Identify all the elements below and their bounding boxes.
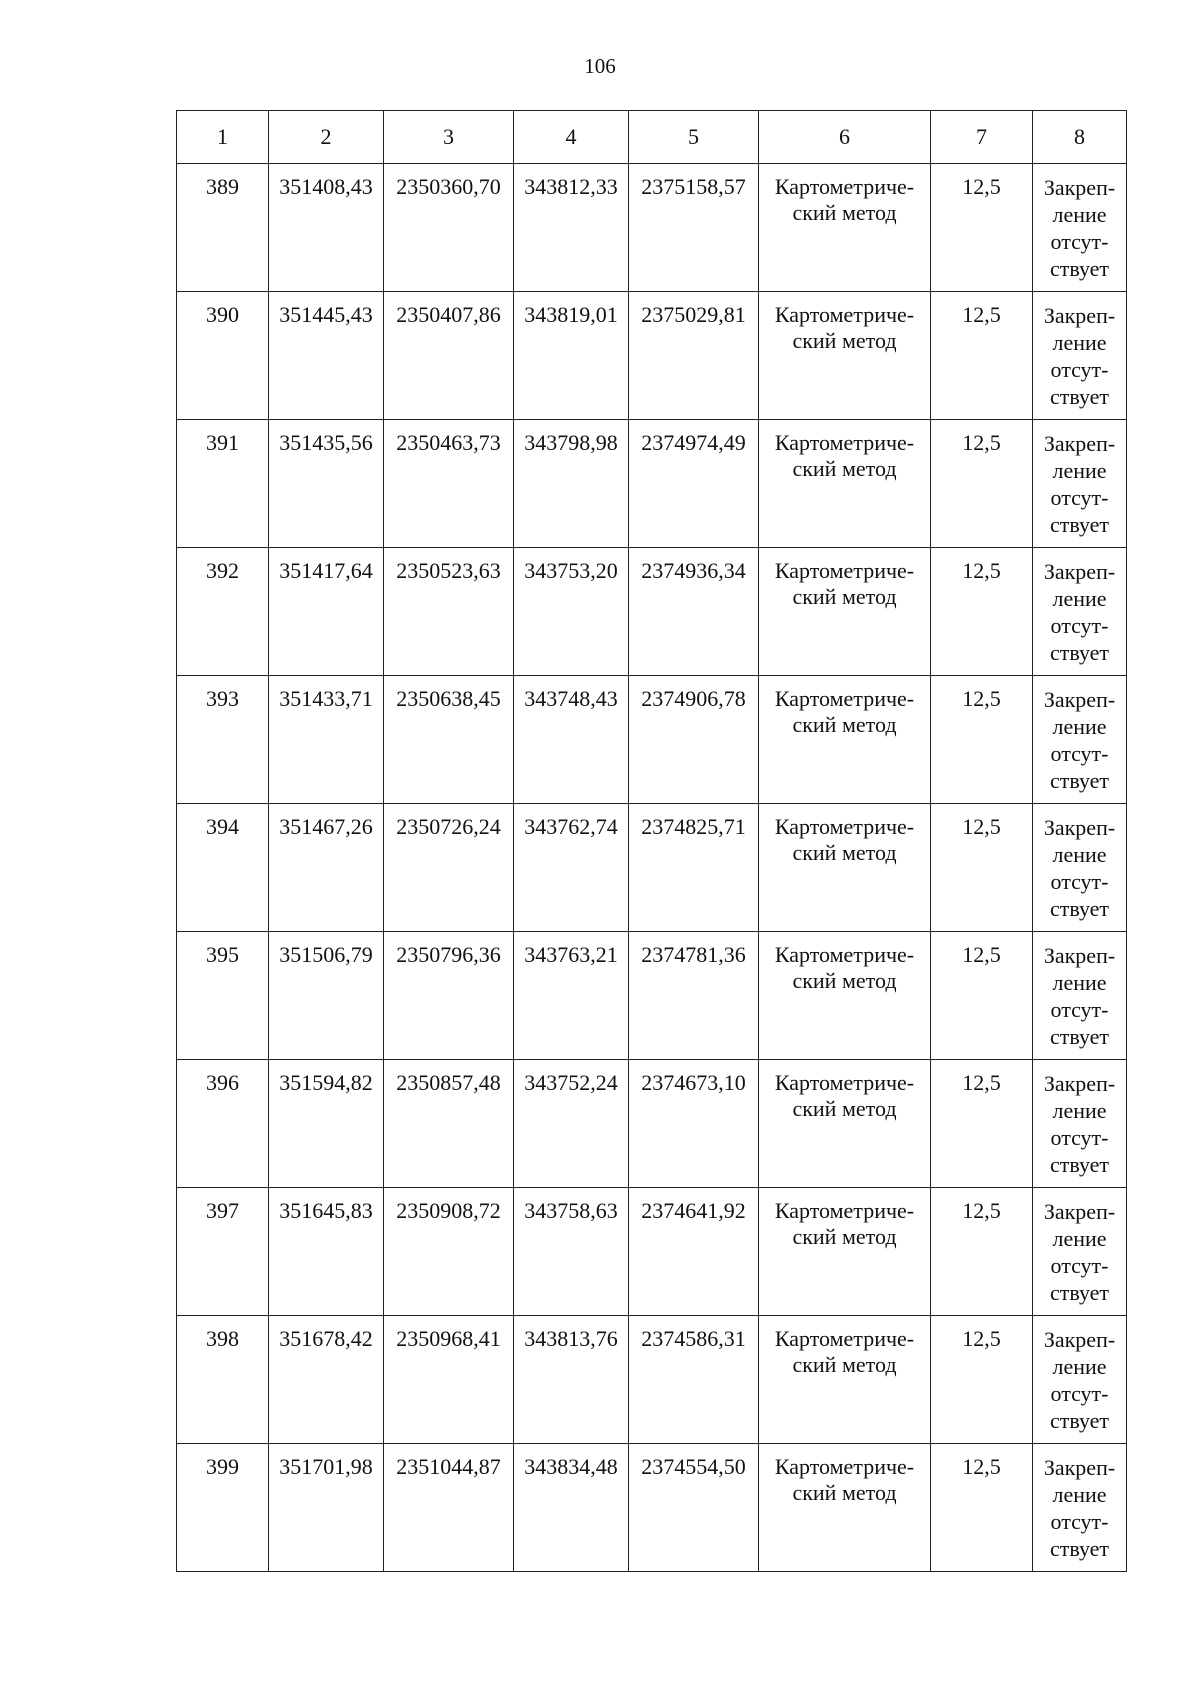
method-cell [759, 804, 931, 932]
x-coordinate-cell [514, 548, 629, 676]
cell-text: 2350638,45 [396, 686, 501, 711]
x-coordinate-cell [514, 1060, 629, 1188]
x-coordinate-cell [269, 1316, 384, 1444]
point-number-cell [177, 420, 269, 548]
coordinates-table [176, 110, 1127, 1572]
cell-text: 2374936,34 [641, 558, 746, 583]
point-number-cell [177, 1060, 269, 1188]
table-row [177, 292, 1127, 420]
header-cell: 8 [1033, 111, 1127, 164]
point-number-cell [177, 676, 269, 804]
cell-text: 2374641,92 [641, 1198, 746, 1223]
cell-text: Картометриче- ский метод [774, 1198, 915, 1249]
cell-text: Закреп- ление отсут- ствует [1043, 1199, 1116, 1305]
cell-text: 351445,43 [279, 302, 373, 327]
cell-text: 2350908,72 [396, 1198, 501, 1223]
header-cell: 1 [177, 111, 269, 164]
method-cell [759, 1444, 931, 1572]
cell-text: 399 [206, 1454, 239, 1479]
cell-text: 12,5 [962, 686, 1001, 711]
cell-text: Картометриче- ский метод [774, 1326, 915, 1377]
accuracy-cell [931, 292, 1033, 420]
cell-text: 12,5 [962, 1454, 1001, 1479]
cell-text: 343758,63 [524, 1198, 618, 1223]
cell-text: 343763,21 [524, 942, 618, 967]
cell-text: 351467,26 [279, 814, 373, 839]
cell-text: 2374781,36 [641, 942, 746, 967]
y-coordinate-cell [384, 1188, 514, 1316]
fixation-cell [1033, 676, 1127, 804]
cell-text: 2350463,73 [396, 430, 501, 455]
cell-text: 2374673,10 [641, 1070, 746, 1095]
accuracy-cell [931, 1188, 1033, 1316]
cell-text: Закреп- ление отсут- ствует [1043, 815, 1116, 921]
accuracy-cell [931, 1060, 1033, 1188]
fixation-cell [1033, 548, 1127, 676]
y-coordinate-cell [629, 676, 759, 804]
table-row [177, 548, 1127, 676]
table-row [177, 1188, 1127, 1316]
cell-text: Закреп- ление отсут- ствует [1043, 1455, 1116, 1561]
table-row [177, 1316, 1127, 1444]
cell-text: Закреп- ление отсут- ствует [1043, 431, 1116, 537]
cell-text: 392 [206, 558, 239, 583]
x-coordinate-cell [514, 676, 629, 804]
x-coordinate-cell [269, 420, 384, 548]
cell-text: 2350726,24 [396, 814, 501, 839]
fixation-cell [1033, 1316, 1127, 1444]
cell-text: 2375158,57 [641, 174, 746, 199]
method-cell [759, 420, 931, 548]
y-coordinate-cell [384, 548, 514, 676]
cell-text: 12,5 [962, 174, 1001, 199]
y-coordinate-cell [629, 292, 759, 420]
y-coordinate-cell [384, 292, 514, 420]
cell-text: 12,5 [962, 302, 1001, 327]
x-coordinate-cell [514, 292, 629, 420]
table-row [177, 420, 1127, 548]
fixation-cell [1033, 932, 1127, 1060]
fixation-cell [1033, 420, 1127, 548]
method-cell [759, 548, 931, 676]
cell-text: Картометриче- ский метод [774, 302, 915, 353]
cell-text: 395 [206, 942, 239, 967]
cell-text: 351433,71 [279, 686, 373, 711]
cell-text: 2350407,86 [396, 302, 501, 327]
cell-text: 12,5 [962, 1198, 1001, 1223]
cell-text: 12,5 [962, 1070, 1001, 1095]
x-coordinate-cell [269, 676, 384, 804]
cell-text: Закреп- ление отсут- ствует [1043, 1071, 1116, 1177]
cell-text: 343813,76 [524, 1326, 618, 1351]
accuracy-cell [931, 932, 1033, 1060]
fixation-cell [1033, 1444, 1127, 1572]
x-coordinate-cell [514, 420, 629, 548]
cell-text: 2350523,63 [396, 558, 501, 583]
cell-text: Картометриче- ский метод [774, 814, 915, 865]
table-header-row [177, 111, 1127, 164]
y-coordinate-cell [629, 420, 759, 548]
point-number-cell [177, 1444, 269, 1572]
cell-text: Закреп- ление отсут- ствует [1043, 559, 1116, 665]
cell-text: Картометриче- ский метод [774, 558, 915, 609]
cell-text: 343753,20 [524, 558, 618, 583]
y-coordinate-cell [629, 1188, 759, 1316]
cell-text: 2350968,41 [396, 1326, 501, 1351]
header-cell: 3 [384, 111, 514, 164]
x-coordinate-cell [269, 292, 384, 420]
method-cell [759, 292, 931, 420]
accuracy-cell [931, 676, 1033, 804]
method-cell [759, 1060, 931, 1188]
accuracy-cell [931, 1316, 1033, 1444]
x-coordinate-cell [514, 804, 629, 932]
y-coordinate-cell [384, 1444, 514, 1572]
method-cell [759, 1316, 931, 1444]
y-coordinate-cell [384, 676, 514, 804]
cell-text: 343812,33 [524, 174, 618, 199]
table-row [177, 1060, 1127, 1188]
point-number-cell [177, 1316, 269, 1444]
accuracy-cell [931, 420, 1033, 548]
point-number-cell [177, 1188, 269, 1316]
y-coordinate-cell [629, 932, 759, 1060]
y-coordinate-cell [629, 1444, 759, 1572]
header-cell: 4 [514, 111, 629, 164]
cell-text: 2350857,48 [396, 1070, 501, 1095]
cell-text: 2350360,70 [396, 174, 501, 199]
x-coordinate-cell [269, 548, 384, 676]
page-number: 106 [584, 54, 616, 78]
accuracy-cell [931, 804, 1033, 932]
x-coordinate-cell [514, 1188, 629, 1316]
header-cell: 2 [269, 111, 384, 164]
cell-text: 351506,79 [279, 942, 373, 967]
cell-text: 390 [206, 302, 239, 327]
x-coordinate-cell [269, 164, 384, 292]
table-row [177, 804, 1127, 932]
cell-text: 343762,74 [524, 814, 618, 839]
x-coordinate-cell [514, 164, 629, 292]
cell-text: Закреп- ление отсут- ствует [1043, 943, 1116, 1049]
cell-text: Закреп- ление отсут- ствует [1043, 1327, 1116, 1433]
cell-text: 2374586,31 [641, 1326, 746, 1351]
point-number-cell [177, 164, 269, 292]
cell-text: 343748,43 [524, 686, 618, 711]
x-coordinate-cell [269, 804, 384, 932]
x-coordinate-cell [514, 1316, 629, 1444]
cell-text: 343752,24 [524, 1070, 618, 1095]
cell-text: 389 [206, 174, 239, 199]
cell-text: 396 [206, 1070, 239, 1095]
point-number-cell [177, 804, 269, 932]
cell-text: 343834,48 [524, 1454, 618, 1479]
cell-text: 351701,98 [279, 1454, 373, 1479]
y-coordinate-cell [629, 804, 759, 932]
cell-text: 2374825,71 [641, 814, 746, 839]
header-cell: 7 [931, 111, 1033, 164]
y-coordinate-cell [629, 548, 759, 676]
table-row [177, 1444, 1127, 1572]
cell-text: 2351044,87 [396, 1454, 501, 1479]
x-coordinate-cell [269, 1060, 384, 1188]
cell-text: 351435,56 [279, 430, 373, 455]
cell-text: Закреп- ление отсут- ствует [1043, 175, 1116, 281]
fixation-cell [1033, 292, 1127, 420]
point-number-cell [177, 292, 269, 420]
y-coordinate-cell [629, 1316, 759, 1444]
y-coordinate-cell [629, 164, 759, 292]
cell-text: Картометриче- ский метод [774, 174, 915, 225]
cell-text: 351594,82 [279, 1070, 373, 1095]
cell-text: 397 [206, 1198, 239, 1223]
method-cell [759, 1188, 931, 1316]
y-coordinate-cell [384, 1060, 514, 1188]
x-coordinate-cell [269, 1444, 384, 1572]
accuracy-cell [931, 164, 1033, 292]
cell-text: 12,5 [962, 1326, 1001, 1351]
point-number-cell [177, 932, 269, 1060]
cell-text: 2374554,50 [641, 1454, 746, 1479]
cell-text: Закреп- ление отсут- ствует [1043, 303, 1116, 409]
cell-text: 351678,42 [279, 1326, 373, 1351]
y-coordinate-cell [629, 1060, 759, 1188]
cell-text: 398 [206, 1326, 239, 1351]
cell-text: 343819,01 [524, 302, 618, 327]
fixation-cell [1033, 1188, 1127, 1316]
y-coordinate-cell [384, 164, 514, 292]
cell-text: Картометриче- ский метод [774, 1454, 915, 1505]
cell-text: Картометриче- ский метод [774, 430, 915, 481]
cell-text: 343798,98 [524, 430, 618, 455]
cell-text: Картометриче- ский метод [774, 1070, 915, 1121]
cell-text: 394 [206, 814, 239, 839]
method-cell [759, 676, 931, 804]
table-row [177, 932, 1127, 1060]
method-cell [759, 932, 931, 1060]
cell-text: Картометриче- ский метод [774, 686, 915, 737]
method-cell [759, 164, 931, 292]
cell-text: 2374906,78 [641, 686, 746, 711]
fixation-cell [1033, 1060, 1127, 1188]
cell-text: 391 [206, 430, 239, 455]
x-coordinate-cell [514, 1444, 629, 1572]
table-body [177, 111, 1127, 1572]
accuracy-cell [931, 548, 1033, 676]
x-coordinate-cell [269, 932, 384, 1060]
y-coordinate-cell [384, 932, 514, 1060]
point-number-cell [177, 548, 269, 676]
cell-text: 12,5 [962, 942, 1001, 967]
cell-text: 351645,83 [279, 1198, 373, 1223]
cell-text: 12,5 [962, 430, 1001, 455]
table-row [177, 164, 1127, 292]
x-coordinate-cell [269, 1188, 384, 1316]
x-coordinate-cell [514, 932, 629, 1060]
header-cell: 6 [759, 111, 931, 164]
fixation-cell [1033, 804, 1127, 932]
cell-text: 2374974,49 [641, 430, 746, 455]
table-row [177, 676, 1127, 804]
cell-text: 2350796,36 [396, 942, 501, 967]
cell-text: 351417,64 [279, 558, 373, 583]
fixation-cell [1033, 164, 1127, 292]
cell-text: Картометриче- ский метод [774, 942, 915, 993]
y-coordinate-cell [384, 420, 514, 548]
cell-text: 351408,43 [279, 174, 373, 199]
cell-text: 2375029,81 [641, 302, 746, 327]
header-cell: 5 [629, 111, 759, 164]
cell-text: 393 [206, 686, 239, 711]
accuracy-cell [931, 1444, 1033, 1572]
cell-text: 12,5 [962, 814, 1001, 839]
cell-text: Закреп- ление отсут- ствует [1043, 687, 1116, 793]
cell-text: 12,5 [962, 558, 1001, 583]
y-coordinate-cell [384, 804, 514, 932]
y-coordinate-cell [384, 1316, 514, 1444]
